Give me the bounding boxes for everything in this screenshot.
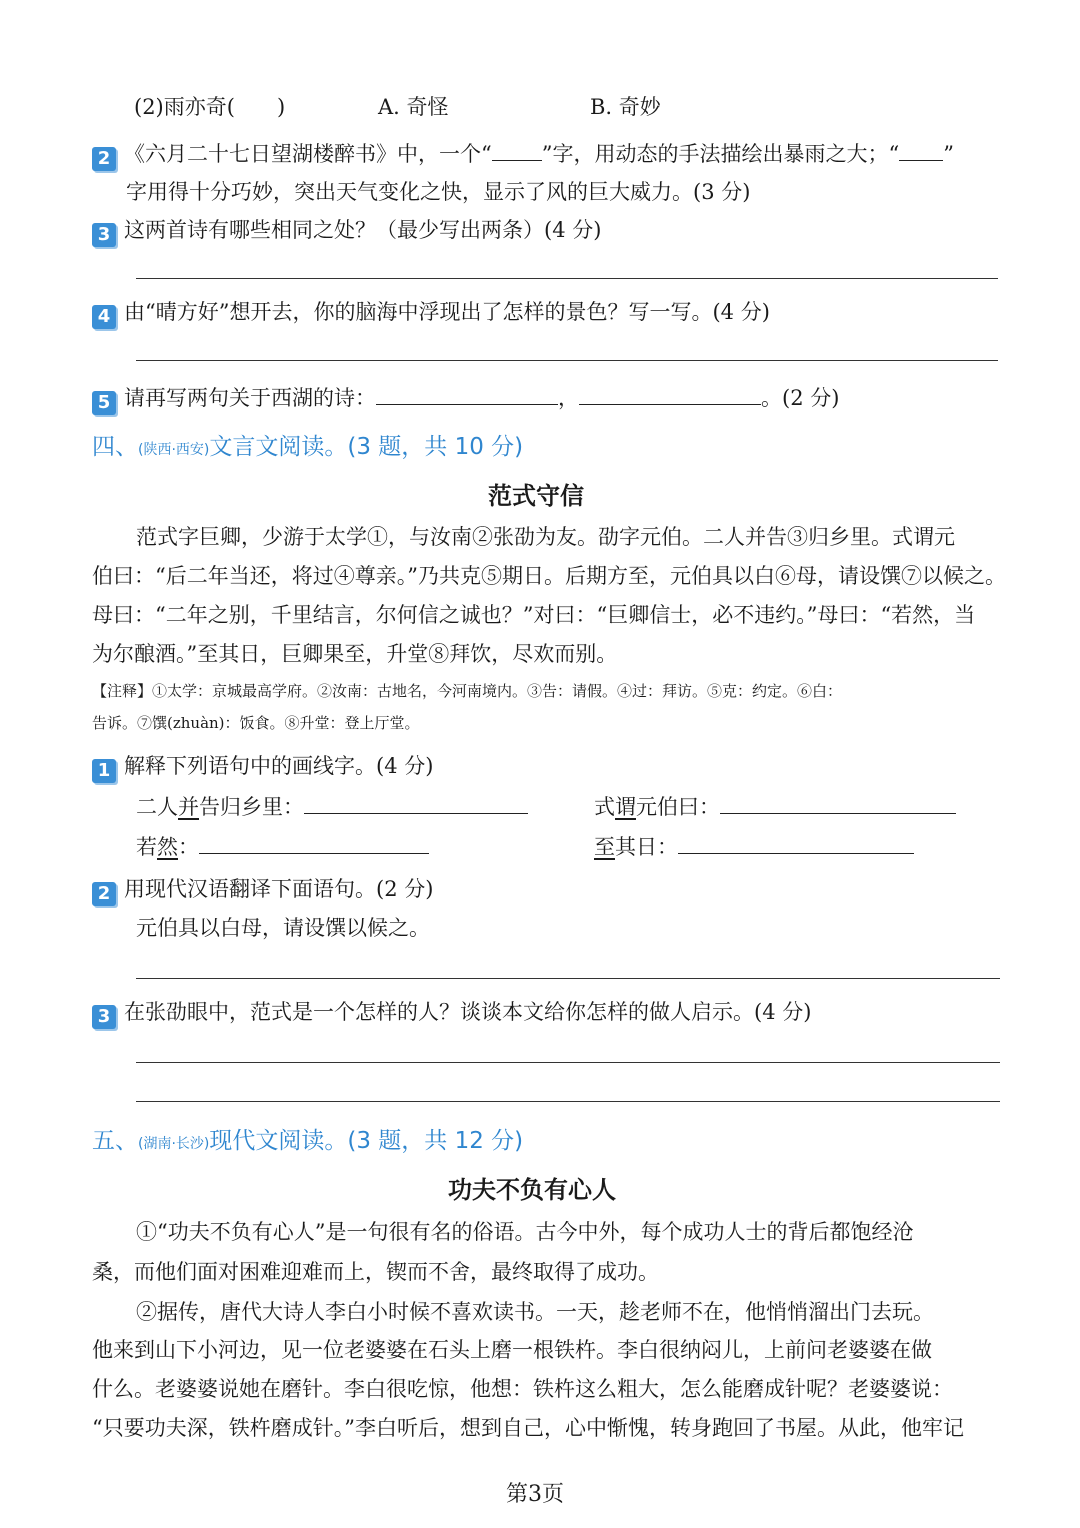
question-5 — [92, 386, 839, 415]
text: 其日： — [615, 835, 678, 859]
question-number-badge: 3 — [92, 1005, 116, 1029]
sub-item-d — [594, 835, 914, 858]
answer-line[interactable] — [136, 1062, 1000, 1063]
text: 若 — [136, 835, 157, 859]
question-text: 解释下列语句中的画线字。(4 分) — [124, 754, 434, 778]
passage-line: 桑，而他们面对困难迎难而上，锲而不舍，最终取得了成功。 — [92, 1260, 659, 1284]
text: 元伯曰： — [636, 795, 720, 819]
fill-blank[interactable] — [376, 386, 558, 405]
text: 式 — [594, 795, 615, 819]
fill-blank[interactable] — [492, 142, 542, 161]
section-5-heading — [92, 1130, 523, 1153]
question-number-badge: 1 — [92, 759, 116, 783]
question-3 — [92, 220, 601, 247]
page-number: 第3页 — [506, 1482, 564, 1507]
question-text: 由“晴方好”想开去，你的脑海中浮现出了怎样的景色？写一写。(4 分) — [124, 300, 770, 324]
answer-line[interactable] — [136, 978, 1000, 979]
s4-question-3 — [92, 1002, 811, 1029]
question-2-line2: 字用得十分巧妙，突出天气变化之快，显示了风的巨大威力。(3 分) — [126, 180, 751, 204]
question-number-badge: 4 — [92, 305, 116, 329]
fill-blank[interactable] — [199, 835, 429, 854]
fill-blank[interactable] — [579, 386, 761, 405]
section-title: 现代文阅读。(3 题，共 12 分) — [209, 1128, 524, 1154]
question-number-badge: 2 — [92, 882, 116, 906]
question-number-badge: 2 — [92, 147, 116, 171]
question-text: 。(2 分) — [761, 386, 840, 410]
underlined-char: 谓 — [615, 795, 636, 819]
question-number-badge: 5 — [92, 391, 116, 415]
answer-line[interactable] — [136, 360, 998, 361]
option-b: B. 奇妙 — [590, 95, 661, 119]
sub-item-b — [594, 795, 956, 818]
s4-question-2 — [92, 879, 433, 906]
section-4-heading — [92, 436, 523, 459]
passage-title: 范式守信 — [488, 482, 584, 510]
translate-sentence: 元伯具以白母，请设馔以候之。 — [136, 916, 430, 940]
passage-line: ②据传，唐代大诗人李白小时候不喜欢读书。一天，趁老师不在，他悄悄溜出门去玩。 — [136, 1300, 934, 1324]
section-number: 四、 — [92, 434, 138, 460]
option-a: A. 奇怪 — [378, 95, 449, 119]
question-text: 在张劭眼中，范式是一个怎样的人？谈谈本文给你怎样的做人启示。(4 分) — [124, 1000, 812, 1024]
fill-blank[interactable] — [304, 795, 528, 814]
sub-item-c — [136, 835, 429, 858]
question-number-badge: 3 — [92, 223, 116, 247]
underlined-char: 并 — [178, 795, 199, 819]
text: 二人 — [136, 795, 178, 819]
section-place: (陕西·西安) — [138, 442, 210, 458]
section-title: 文言文阅读。(3 题，共 10 分) — [209, 434, 524, 460]
fill-blank[interactable] — [899, 142, 943, 161]
s4-question-1 — [92, 756, 433, 783]
passage-line: 范式字巨卿，少游于太学①，与汝南②张劭为友。劭字元伯。二人并告③归乡里。式谓元 — [136, 525, 955, 549]
question-text: ” — [943, 142, 954, 166]
passage-line: 为尔酿酒。”至其日，巨卿果至，升堂⑧拜饮，尽欢而别。 — [92, 642, 618, 666]
passage-line: 伯曰：“后二年当还，将过④尊亲。”乃共克⑤期日。后期方至，元伯具以白⑥母，请设馔⑦以候之。 — [92, 564, 1006, 588]
question-text: 《六月二十七日望湖楼醉书》中，一个“ — [124, 142, 492, 166]
question-text: 用现代汉语翻译下面语句。(2 分) — [124, 877, 434, 901]
passage-line: “只要功夫深，铁杵磨成针。”李白听后，想到自己，心中惭愧，转身跑回了书屋。从此，他牢记 — [92, 1416, 964, 1440]
underlined-char: 然 — [157, 835, 178, 859]
sub-item-a — [136, 795, 528, 818]
section-place: (湖南·长沙) — [138, 1136, 210, 1152]
question-text: 请再写两句关于西湖的诗： — [124, 386, 376, 410]
passage-line: 什么。老婆婆说她在磨针。李白很吃惊，他想：铁杵这么粗大，怎么能磨成针呢？老婆婆说： — [92, 1377, 953, 1401]
q-item-2: (2)雨亦奇( ) — [134, 95, 286, 119]
passage-line: 母曰：“二年之别，千里结言，尔何信之诚也？”对曰：“巨卿信士，必不违约。”母曰：“若然，当 — [92, 603, 976, 627]
passage-line: ①“功夫不负有心人”是一句很有名的俗语。古今中外，每个成功人士的背后都饱经沧 — [136, 1220, 914, 1244]
annotation-line: 【注释】①太学：京城最高学府。②汝南：古地名，今河南境内。③告：请假。④过：拜访。⑤克：约定。⑥白： — [92, 682, 843, 700]
text: ： — [178, 835, 199, 859]
passage-line: 他来到山下小河边，见一位老婆婆在石头上磨一根铁杵。李白很纳闷儿，上前问老婆婆在做 — [92, 1338, 932, 1362]
passage-title: 功夫不负有心人 — [448, 1176, 616, 1204]
underlined-char: 至 — [594, 835, 615, 859]
question-text: ”字，用动态的手法描绘出暴雨之大；“ — [541, 142, 900, 166]
fill-blank[interactable] — [678, 835, 914, 854]
annotation-line: 告诉。⑦馔(zhuàn)：饭食。⑧升堂：登上厅堂。 — [92, 714, 420, 732]
fill-blank[interactable] — [720, 795, 956, 814]
question-2 — [92, 142, 954, 171]
separator: ， — [558, 386, 579, 410]
answer-line[interactable] — [136, 278, 998, 279]
answer-line[interactable] — [136, 1101, 1000, 1102]
question-text: 这两首诗有哪些相同之处？（最少写出两条）(4 分) — [124, 218, 602, 242]
question-4 — [92, 302, 770, 329]
text: 告归乡里： — [199, 795, 304, 819]
section-number: 五、 — [92, 1128, 138, 1154]
